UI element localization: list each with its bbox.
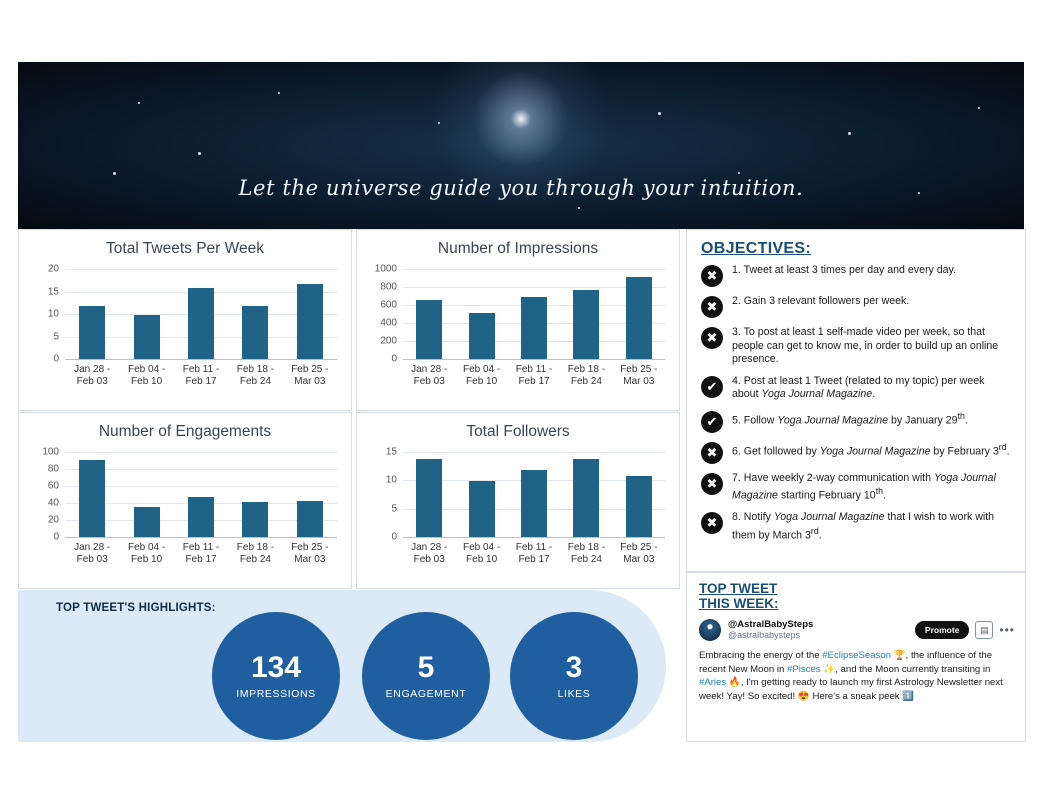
y-axis-tick: 60 (47, 480, 59, 492)
objective-item (701, 264, 1011, 287)
cross-icon: ✖ (701, 512, 723, 534)
y-axis-tick: 800 (380, 281, 397, 293)
objectives-list (687, 264, 1025, 543)
x-axis-tick: Feb 04 - Feb 10 (462, 364, 501, 387)
top-tweet-identity (728, 619, 915, 641)
bar (469, 481, 495, 538)
y-axis-tick: 10 (47, 308, 59, 320)
bar (416, 459, 442, 538)
hashtag-link[interactable]: #Pisces (786, 663, 821, 675)
y-axis-tick: 400 (380, 317, 397, 329)
x-axis-tick: Feb 04 - Feb 10 (462, 542, 501, 565)
objective-text: 1. Tweet at least 3 times per day and every day. (732, 264, 956, 276)
x-axis (403, 537, 665, 538)
objective-text: 6. Get followed by Yoga Journal Magazine by February 3rd. (732, 441, 1010, 458)
y-axis-tick: 0 (391, 353, 397, 365)
star-icon (113, 172, 116, 175)
bar-slot (455, 270, 507, 360)
star-icon (198, 152, 201, 155)
y-axis-tick: 0 (53, 353, 59, 365)
bar-slot (228, 453, 282, 538)
cross-icon: ✖ (701, 265, 723, 287)
bar-slot (560, 453, 612, 538)
x-axis-tick: Feb 11 - Feb 17 (515, 542, 553, 565)
bar-series (403, 453, 665, 538)
chart-square-icon[interactable]: ▤ (975, 621, 993, 639)
bar-slot (403, 453, 455, 538)
y-axis-tick: 5 (391, 503, 397, 515)
y-axis-tick: 200 (380, 335, 397, 347)
y-axis-tick: 600 (380, 299, 397, 311)
star-icon (978, 107, 980, 109)
bar-slot (65, 270, 119, 360)
banner-tagline: Let the universe guide you through your intuition. (238, 176, 804, 200)
x-axis-tick: Jan 28 - Feb 03 (411, 364, 448, 387)
top-tweet-card (686, 572, 1026, 742)
bar-slot (508, 270, 560, 360)
objectives-heading: OBJECTIVES: (701, 240, 811, 257)
stat-engagement (362, 612, 490, 740)
top-tweet-highlights (18, 590, 666, 742)
bar-slot (283, 270, 337, 360)
x-axis-tick: Jan 28 - Feb 03 (74, 542, 111, 565)
check-icon: ✔ (701, 376, 723, 398)
y-axis-tick: 20 (47, 514, 59, 526)
chart-title: Number of Engagements (98, 423, 272, 440)
y-axis-tick: 15 (385, 446, 397, 458)
highlights-title: TOP TWEET'S HIGHLIGHTS: (56, 602, 216, 614)
chart-total-tweets-per-week (19, 264, 351, 406)
bar-slot (508, 453, 560, 538)
x-axis-tick: Feb 18 - Feb 24 (236, 542, 275, 565)
bar-series (65, 270, 337, 360)
star-icon (578, 207, 580, 209)
star-icon (658, 112, 661, 115)
bar (134, 315, 160, 360)
bar-slot (613, 270, 665, 360)
bar (521, 470, 547, 538)
y-axis-tick: 80 (47, 463, 59, 475)
x-axis-tick: Feb 11 - Feb 17 (182, 364, 220, 387)
chart-card-engagements (18, 412, 352, 589)
x-axis (403, 359, 665, 360)
bar-slot (455, 453, 507, 538)
top-tweet-header-row (699, 619, 1015, 641)
cross-icon: ✖ (701, 442, 723, 464)
objective-text: 2. Gain 3 relevant followers per week. (732, 295, 910, 307)
objective-text: 7. Have weekly 2-way communication with Yoga Journal Magazine starting February 10th. (732, 471, 996, 502)
y-axis-tick: 0 (391, 531, 397, 543)
hashtag-link[interactable]: #Aries (699, 677, 727, 688)
x-axis-tick: Feb 04 - Feb 10 (127, 364, 166, 387)
chart-number-of-impressions (357, 264, 679, 406)
objectives-card (686, 229, 1026, 572)
bar-slot (65, 453, 119, 538)
bar (297, 284, 323, 361)
x-axis-tick: Feb 18 - Feb 24 (567, 542, 606, 565)
stat-likes (510, 612, 638, 740)
stat-impressions (212, 612, 340, 740)
chart-card-followers (356, 412, 680, 589)
bar (626, 277, 652, 360)
stat-label: IMPRESSIONS (236, 688, 316, 700)
cross-icon: ✖ (701, 473, 723, 495)
star-icon (138, 102, 140, 104)
profile-banner (18, 62, 1024, 229)
x-axis-tick: Feb 18 - Feb 24 (567, 364, 606, 387)
star-icon (738, 172, 740, 174)
top-tweet-heading-line1: TOP TWEET (699, 581, 778, 596)
chart-title: Total Tweets Per Week (106, 240, 264, 257)
objective-item (701, 410, 1011, 433)
bar-slot (403, 270, 455, 360)
promote-button[interactable]: Promote (915, 621, 969, 639)
bar-slot (174, 270, 228, 360)
more-options-icon[interactable]: ••• (999, 623, 1015, 637)
stat-value: 134 (250, 651, 302, 684)
chart-card-impressions (356, 229, 680, 411)
x-axis (65, 359, 337, 360)
objective-text: 5. Follow Yoga Journal Magazine by January 29th. (732, 410, 968, 427)
x-axis (65, 537, 337, 538)
bar-slot (283, 453, 337, 538)
y-axis-tick: 0 (53, 531, 59, 543)
objective-item (701, 326, 1011, 367)
bar (188, 497, 214, 538)
bar-slot (174, 453, 228, 538)
objective-text: 8. Notify Yoga Journal Magazine that I wish to work with them by March 3rd. (732, 511, 995, 542)
x-axis-tick: Feb 11 - Feb 17 (182, 542, 220, 565)
top-tweet-display-name: @AstralBabySteps (728, 619, 814, 630)
objective-item (701, 295, 1011, 318)
chart-title: Number of Impressions (437, 240, 599, 257)
bar (242, 306, 268, 360)
x-axis-tick: Jan 28 - Feb 03 (411, 542, 448, 565)
cross-icon: ✖ (701, 327, 723, 349)
chart-total-followers (357, 447, 679, 584)
objective-text: 3. To post at least 1 self-made video per week, so that people can get to know me, in order to build up an online presence. (732, 326, 999, 365)
x-axis-tick: Feb 25 - Mar 03 (291, 542, 329, 565)
bar (79, 460, 105, 538)
top-tweet-heading-line2: THIS WEEK: (699, 596, 779, 611)
star-icon (278, 92, 280, 94)
bar-slot (119, 453, 173, 538)
y-axis-tick: 5 (53, 331, 59, 342)
star-icon (438, 122, 440, 124)
y-axis-tick: 10 (385, 474, 397, 486)
bar (242, 502, 268, 538)
cross-icon: ✖ (701, 296, 723, 318)
bar (521, 297, 547, 360)
bar (416, 300, 442, 360)
bar (469, 313, 495, 360)
bar (573, 290, 599, 360)
bar-slot (613, 453, 665, 538)
y-axis-tick: 20 (47, 263, 59, 275)
bar-series (403, 270, 665, 360)
bar (188, 288, 214, 360)
x-axis-tick: Feb 11 - Feb 17 (515, 364, 553, 387)
x-axis-tick: Feb 18 - Feb 24 (236, 364, 275, 387)
star-icon (848, 132, 851, 135)
bar (297, 501, 323, 538)
avatar (699, 619, 721, 641)
x-axis-tick: Feb 25 - Mar 03 (620, 364, 658, 387)
bar-series (65, 453, 337, 538)
x-axis-tick: Jan 28 - Feb 03 (74, 364, 111, 387)
y-axis-tick: 1000 (374, 263, 397, 275)
bar (79, 306, 105, 360)
stat-label: LIKES (557, 688, 591, 700)
bar-slot (119, 270, 173, 360)
y-axis-tick: 40 (47, 497, 59, 509)
bar-slot (560, 270, 612, 360)
y-axis-tick: 100 (42, 446, 59, 458)
x-axis-tick: Feb 25 - Mar 03 (620, 542, 658, 565)
top-tweet-body: Embracing the energy of the #EclipseSeason 🏆, the influence of the recent New Moon in #Pisces ✨, and the Moon currently transiting in #Aries 🔥, I'm getting ready to launch my first Astrology Newsletter next week! Yay! So excited! 😍 Here's a sneak peek 1️⃣ (699, 650, 1003, 702)
chart-number-of-engagements (19, 447, 351, 584)
y-axis-tick: 15 (47, 286, 59, 297)
bar (573, 459, 599, 538)
objective-item (701, 511, 1011, 543)
bar (626, 476, 652, 538)
hashtag-link[interactable]: #EclipseSeason (822, 650, 892, 661)
stat-value: 3 (565, 651, 583, 684)
objective-item (701, 472, 1011, 504)
chart-title: Total Followers (466, 423, 570, 440)
bar (134, 507, 160, 538)
x-axis-tick: Feb 25 - Mar 03 (291, 364, 329, 387)
objective-item (701, 441, 1011, 464)
objective-text: 4. Post at least 1 Tweet (related to my topic) per week about Yoga Journal Magazine. (732, 374, 985, 400)
check-icon: ✔ (701, 411, 723, 433)
x-axis-tick: Feb 04 - Feb 10 (127, 542, 166, 565)
bar-slot (228, 270, 282, 360)
stat-label: ENGAGEMENT (385, 688, 467, 700)
objective-item (701, 375, 1011, 402)
top-tweet-handle: @astralbabysteps (728, 630, 801, 640)
stat-value: 5 (417, 651, 435, 684)
chart-card-total-tweets (18, 229, 352, 411)
